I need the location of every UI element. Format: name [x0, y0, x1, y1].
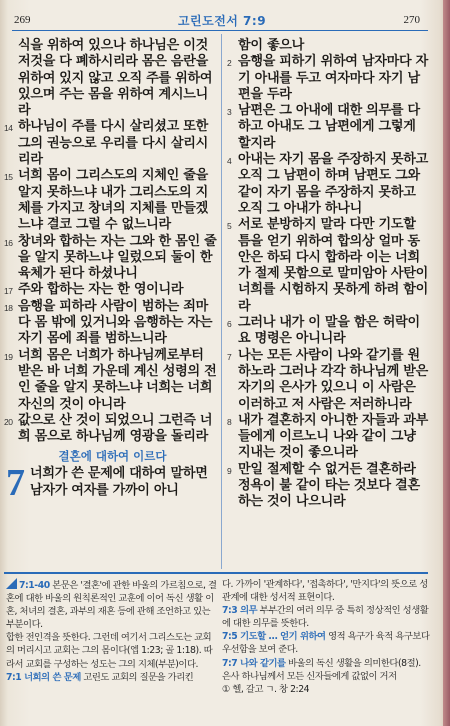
verse-number: 8	[227, 416, 232, 427]
verse	[6, 348, 219, 413]
page-number-right: 270	[403, 14, 420, 26]
note-text: 본문은 '결혼'에 관한 바울의 가르침으로, 결혼에 대한 바울의 원칙론적인 교훈에 이어 독신 생활 이혼, 처녀의 결혼, 과부의 재혼 등에 관해 조언하고 있는 부분이다.	[6, 580, 217, 631]
note-text: 다. 가까이 '관계하다', '접촉하다', '만지다'의 뜻으로 성관계에 대한 성서적 표현이다.	[222, 579, 428, 604]
note-text: 고린도 교회의 질문을 가리킨	[83, 671, 194, 683]
verse-number: 19	[4, 351, 13, 362]
page-number-left: 269	[14, 14, 31, 26]
verse	[226, 152, 428, 217]
study-note	[222, 657, 430, 683]
running-title: 고린도전서 7:9	[177, 14, 267, 28]
verse-text: 아내는 자기 몸을 주장하지 못하고 오직 그 남편이 하며 남편도 그와 같이 자기 몸을 주장하지 못하고 오직 그 아내가 하나니	[238, 152, 428, 216]
header-divider	[12, 30, 428, 31]
column-divider	[221, 34, 222, 569]
note-text: 영적 욕구가 육적 욕구보다 우선함을 보여 준다.	[222, 631, 430, 656]
verse	[226, 462, 428, 511]
verse-text: 서로 분방하지 말라 다만 기도할 틈을 얻기 위하여 합의상 얼마 동안은 하되 다시 합하라 이는 너희가 절제 못함으로 말미암아 사탄이 너희를 시험하지 못하게 하려 함이라	[238, 217, 428, 314]
verse-text: 값으로 산 것이 되었으니 그런즉 너희 몸으로 하나님께 영광을 돌리라	[18, 412, 213, 445]
verse-text: 음행을 피하라 사람이 범하는 죄마다 몸 밖에 있거니와 음행하는 자는 자기 몸에 죄를 범하느니라	[18, 298, 213, 347]
verse-text: 만일 절제할 수 없거든 결혼하라 정욕이 불 같이 타는 것보다 결혼하는 것이 나으니라	[238, 461, 420, 510]
verse-number: 17	[4, 286, 13, 297]
note-text: 부부간의 여러 의무 중 특히 정상적인 성생활에 대한 의무를 뜻한다.	[222, 605, 429, 630]
verse	[6, 234, 219, 283]
study-note	[6, 671, 218, 684]
verse-text: 너희가 쓴 문제에 대하여 말하면 남자가 여자를 가까이 아니	[30, 466, 208, 498]
verse-text: 하나님이 주를 다시 살리셨고 또한 그의 권능으로 우리를 다시 살리시리라	[18, 119, 208, 168]
section-heading: 결혼에 대하여 이르다	[58, 449, 167, 464]
verse-number: 9	[227, 465, 232, 476]
verse	[6, 168, 219, 233]
verse	[226, 38, 428, 54]
verse-number: 4	[227, 156, 232, 167]
verse	[226, 315, 428, 348]
verse-text: 내가 결혼하지 아니한 자들과 과부들에게 이르노니 나와 같이 그냥 지내는 것이 좋으니라	[238, 412, 428, 461]
verse	[226, 54, 428, 103]
verse-number: 18	[4, 302, 13, 313]
page-edge	[443, 0, 450, 726]
verse	[6, 119, 219, 168]
verse	[6, 38, 219, 119]
note-reference: 7:3 의무	[222, 605, 258, 617]
note-text: 바울의 독신 생활을 의미한다(8절). 은사 하나님께서 모든 신자들에게 값없이 거저	[222, 657, 421, 682]
verse-number: 14	[4, 123, 13, 134]
notes-divider	[4, 572, 428, 574]
verse-text: 나는 모든 사람이 나와 같기를 원하노라 그러나 각각 하나님께 받은 자기의 은사가 있으니 이 사람은 이러하고 저 사람은 저러하니라	[238, 347, 428, 412]
note-marker-icon	[6, 578, 17, 589]
verse-number: 20	[4, 416, 13, 427]
verse	[226, 217, 428, 315]
study-note	[6, 631, 218, 670]
verse	[30, 466, 219, 499]
study-note	[222, 604, 430, 630]
note-reference: 7:1 너희의 쓴 문제	[6, 671, 81, 683]
verse	[226, 348, 428, 413]
verse-number: 6	[227, 319, 232, 330]
note-reference: 7:7 나와 같기를	[222, 657, 286, 669]
verse-number: 16	[4, 237, 13, 248]
verse-text: 남편은 그 아내에 대한 의무를 다하고 아내도 그 남편에게 그렇게 할지라	[238, 103, 420, 151]
page-header	[12, 6, 432, 32]
verse	[226, 413, 428, 462]
verse-number: 7	[227, 351, 232, 362]
verse-number: 5	[227, 221, 232, 232]
verse-text: 식을 위하여 있으나 하나님은 이것 저것을 다 폐하시리라 몸은 음란을 위하여 있지 않고 오직 주를 위하여 있으며 주는 몸을 위하여 계시느니라	[18, 38, 213, 119]
study-note	[222, 578, 430, 604]
text-column-left	[4, 38, 219, 505]
study-note	[222, 630, 430, 656]
verse-text: 창녀와 합하는 자는 그와 한 몸인 줄을 알지 못하느냐 일렀으되 둘이 한 육체가 된다 하셨나니	[18, 233, 217, 282]
verse	[226, 103, 428, 152]
note-reference: 7:1-40	[19, 580, 50, 591]
verse-number: 2	[227, 58, 232, 69]
note-reference: 7:5 기도할 … 얻기 위하여	[222, 631, 326, 643]
verse-text: 음행을 피하기 위하여 남자마다 자기 아내를 두고 여자마다 자기 남편을 두라	[238, 54, 428, 102]
verse-text: 함이 좋으나	[238, 38, 305, 53]
verse-text: 주와 합하는 자는 한 영이니라	[18, 282, 184, 298]
verse-text: 너희 몸이 그리스도의 지체인 줄을 알지 못하느냐 내가 그리스도의 지체를 가지고 창녀의 지체를 만들겠느냐 결코 그럴 수 없느니라	[18, 168, 208, 233]
verse-number: 3	[227, 107, 232, 118]
verse-number: 15	[4, 172, 13, 183]
chapter-number: 7	[6, 462, 25, 505]
chapter-opening	[6, 462, 219, 505]
verse	[6, 299, 219, 348]
study-note	[6, 578, 218, 631]
note-text: ① 헬, 갈고 ㄱ. 창 2:24	[222, 683, 310, 695]
note-text: 합한 전인격을 뜻한다. 그런데 여기서 그리스도는 교회의 머리시고 교회는 그의 몸이다(엡 1:23; 골 1:18). 따라서 교회를 구성하는 성도는 그의 지체(부분)이다.	[6, 632, 213, 670]
verse	[6, 413, 219, 446]
text-column-right	[226, 38, 428, 511]
verse-text: 너희 몸은 너희가 하나님께로부터 받은 바 너희 가운데 계신 성령의 전인 줄을 알지 못하느냐 너희는 너희 자신의 것이 아니라	[18, 347, 217, 412]
study-notes-left	[6, 578, 218, 684]
study-notes-right	[222, 578, 430, 696]
footnote	[222, 683, 430, 696]
verse-text: 그러나 내가 이 말을 함은 허락이요 명령은 아니니라	[238, 315, 420, 347]
verse	[6, 282, 219, 298]
